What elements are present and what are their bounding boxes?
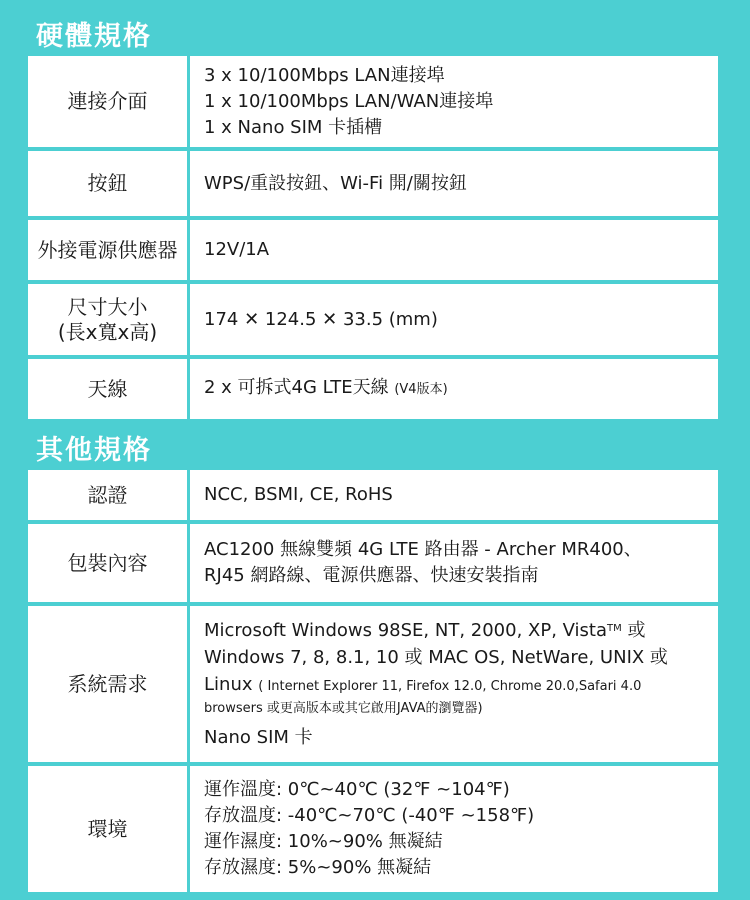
table-row (28, 766, 718, 892)
row-label: 連接介面 (28, 56, 190, 147)
row-value (190, 56, 718, 147)
value-line: Nano SIM 卡 (204, 727, 313, 748)
value-line: 1 x Nano SIM 卡插槽 (204, 116, 383, 138)
value-line: AC1200 無線雙頻 4G LTE 路由器 - Archer MR400、 (204, 539, 642, 560)
row-value (190, 524, 718, 602)
value-text: Microsoft Windows 98SE, NT, 2000, XP, Vista (204, 620, 608, 641)
row-label: 包裝內容 (28, 524, 190, 602)
value-line (204, 671, 710, 700)
browser-note: ( Internet Explorer 11, Firefox 12.0, Chrome 20.0,Safari 4.0 (258, 679, 642, 694)
value-line: WPS/重設按鈕、Wi-Fi 開/關按鈕 (204, 172, 467, 194)
table-row (28, 220, 718, 284)
row-value (190, 151, 718, 216)
value-line: 12V/1A (204, 239, 270, 260)
value-text: Linux (204, 674, 253, 695)
value-line: 運作濕度: 10%~90% 無凝結 (204, 831, 443, 852)
browser-note: browsers 或更高版本或其它啟用JAVA的瀏覽器) (204, 701, 483, 716)
hardware-section-title: 硬體規格 (36, 21, 152, 52)
table-row (28, 56, 718, 151)
table-row (28, 284, 718, 359)
value-line (204, 617, 710, 644)
row-label (28, 284, 190, 355)
version-note: (V4版本) (394, 382, 448, 397)
value-line: 運作溫度: 0℃~40℃ (32℉ ~104℉) (204, 779, 510, 800)
other-spec-table (28, 470, 718, 892)
table-row (28, 470, 718, 524)
row-value (190, 359, 718, 419)
value-line (204, 375, 710, 403)
row-value (190, 284, 718, 355)
value-text: 或 (621, 620, 646, 641)
row-value (190, 606, 718, 762)
value-line: NCC, BSMI, CE, RoHS (204, 484, 393, 505)
row-label: 認證 (28, 470, 190, 520)
value-line: RJ45 網路線、電源供應器、快速安裝指南 (204, 565, 539, 586)
table-row (28, 151, 718, 220)
row-label: 系統需求 (28, 606, 190, 762)
table-row (28, 359, 718, 419)
value-text: 2 x 可拆式4G LTE天線 (204, 377, 389, 398)
row-label-main: 尺寸大小 (67, 294, 148, 319)
table-row (28, 606, 718, 766)
row-value (190, 470, 718, 520)
value-line: 存放溫度: -40℃~70℃ (-40℉ ~158℉) (204, 805, 535, 826)
value-line: Windows 7, 8, 8.1, 10 或 MAC OS, NetWare, UNIX 或 (204, 647, 668, 668)
row-label: 天線 (28, 359, 190, 419)
value-line: 存放濕度: 5%~90% 無凝結 (204, 857, 432, 878)
hardware-spec-table (28, 56, 718, 419)
other-section-title: 其他規格 (36, 435, 152, 466)
table-row (28, 524, 718, 606)
row-label: 外接電源供應器 (28, 220, 190, 280)
row-value (190, 766, 718, 892)
row-value (190, 220, 718, 280)
row-label: 按鈕 (28, 151, 190, 216)
value-line: 174 ✕ 124.5 ✕ 33.5 (mm) (204, 308, 438, 330)
value-line: 1 x 10/100Mbps LAN/WAN連接埠 (204, 90, 494, 112)
value-line: 3 x 10/100Mbps LAN連接埠 (204, 64, 445, 86)
trademark-mark: TM (607, 623, 622, 634)
row-label-sub: (長x寬x高) (57, 319, 158, 344)
row-label: 環境 (28, 766, 190, 892)
